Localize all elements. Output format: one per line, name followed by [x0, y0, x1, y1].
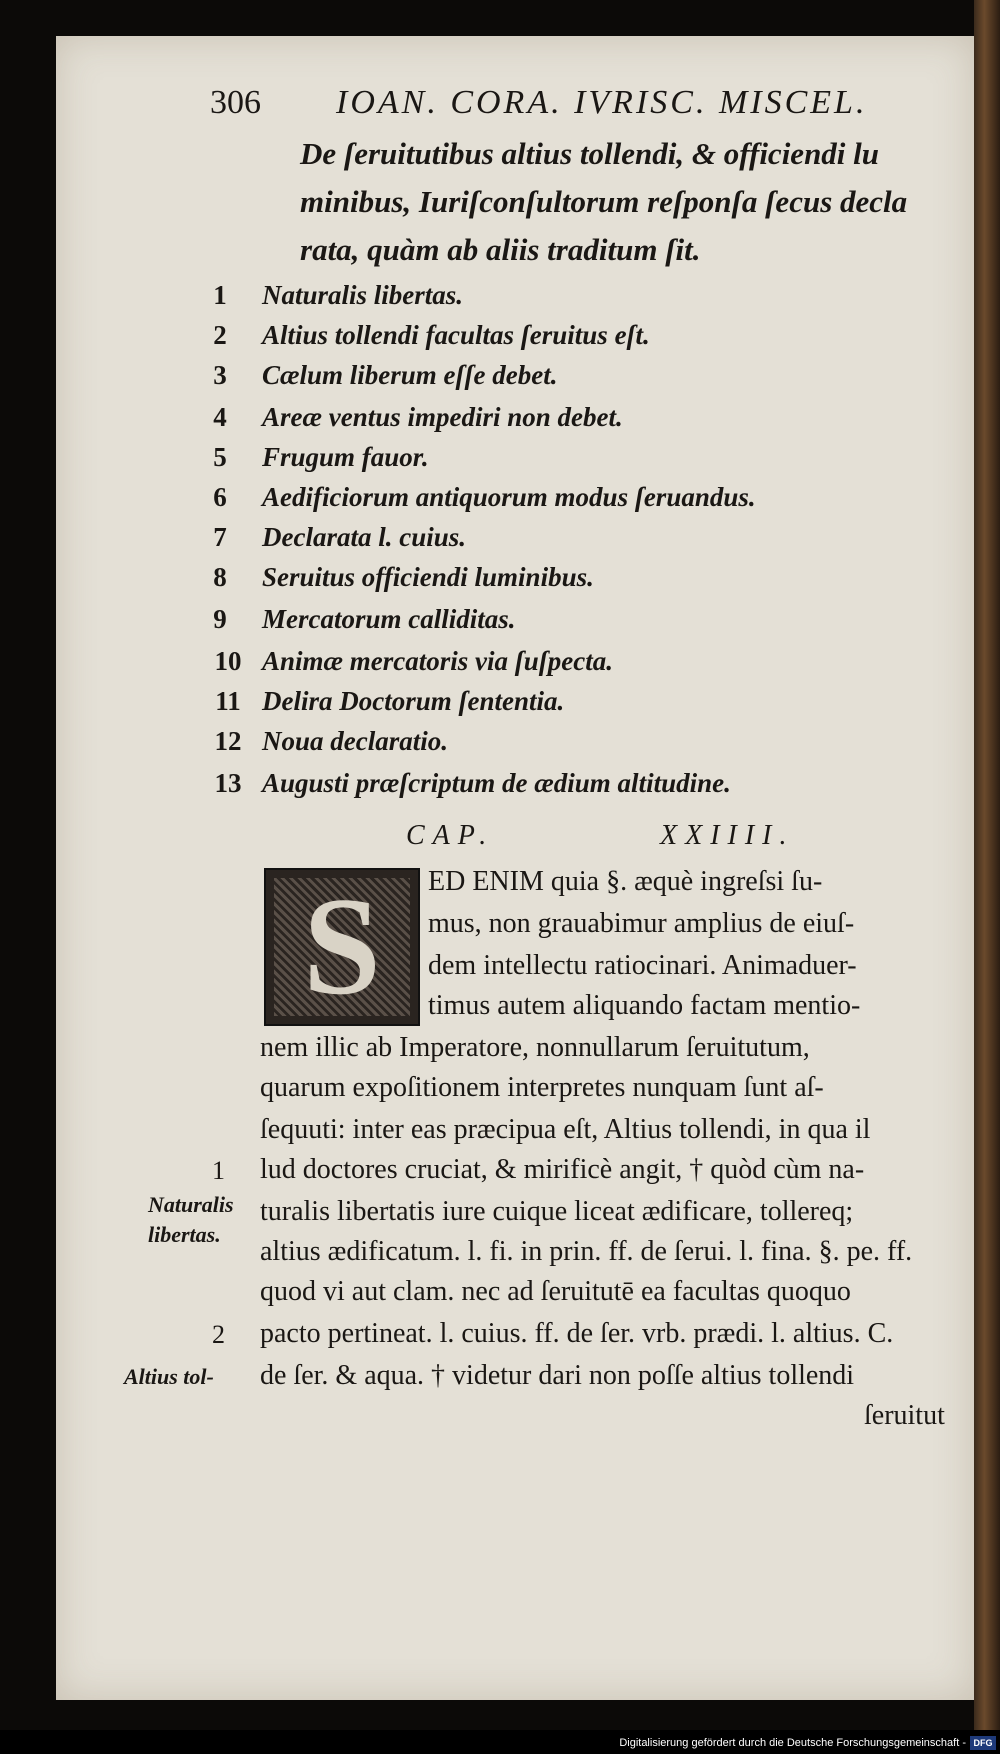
summary-number: 2 — [213, 320, 227, 350]
summary-item: Mercatorum calliditas. — [262, 604, 516, 634]
body-line: timus autem aliquando factam mentio- — [428, 990, 861, 1021]
summary-number: 8 — [213, 562, 227, 592]
body-line: ED ENIM quia §. æquè ingreſsi ſu- — [428, 866, 823, 897]
summary-item: Animæ mercatoris via ſuſpecta. — [262, 646, 613, 676]
summary-item: Augusti præſcriptum de ædium altitudine. — [262, 768, 731, 798]
digitization-credit: Digitalisierung gefördert durch die Deutsche Forschungsgemeinschaft - — [619, 1737, 966, 1749]
body-line: altius ædificatum. l. fi. in prin. ff. de ſerui. l. fina. §. pe. ff. — [260, 1236, 913, 1267]
summary-item: Seruitus officiendi luminibus. — [262, 562, 594, 592]
summary-number: 9 — [213, 604, 227, 634]
chapter-number: XXIIII. — [660, 820, 795, 851]
margin-note: Naturalis — [148, 1192, 234, 1217]
decorated-initial — [264, 868, 420, 1026]
summary-number: 10 — [214, 646, 242, 676]
chapter-heading-line: De ſeruitutibus altius tollendi, & officiendi lu — [300, 136, 880, 171]
page-number: 306 — [210, 84, 261, 121]
body-line: dem intellectu ratiocinari. Animaduer- — [428, 950, 857, 981]
chapter-label: CAP. — [406, 820, 495, 851]
margin-number: 2 — [212, 1320, 225, 1349]
summary-item: Areæ ventus impediri non debet. — [262, 402, 623, 432]
footer-bar — [0, 1730, 1000, 1754]
body-line: lud doctores cruciat, & mirificè angit, † quòd cùm na- — [260, 1154, 865, 1185]
margin-note: libertas. — [148, 1222, 221, 1247]
chapter-heading-line: rata, quàm ab aliis traditum ſit. — [300, 232, 701, 267]
summary-number: 12 — [214, 726, 242, 756]
summary-item: Frugum fauor. — [262, 442, 429, 472]
summary-item: Noua declaratio. — [262, 726, 448, 756]
summary-number: 13 — [214, 768, 242, 798]
body-line: quod vi aut clam. nec ad ſeruitutē ea facultas quoquo — [260, 1276, 851, 1307]
summary-number: 5 — [213, 442, 227, 472]
summary-number: 7 — [213, 522, 227, 552]
summary-item: Delira Doctorum ſententia. — [262, 686, 565, 716]
body-line: de ſer. & aqua. † videtur dari non poſſe altius tollendi — [260, 1360, 855, 1391]
margin-number: 1 — [212, 1156, 225, 1185]
body-line: pacto pertineat. l. cuius. ff. de ſer. vrb. prædi. l. altius. C. — [260, 1318, 894, 1349]
book-spine — [974, 0, 1000, 1754]
body-line: turalis libertatis iure cuique liceat ædificare, tollereq; — [260, 1196, 854, 1227]
summary-item: Aedificiorum antiquorum modus ſeruandus. — [262, 482, 756, 512]
summary-item: Cælum liberum eſſe debet. — [262, 360, 558, 390]
running-head: IOAN. CORA. IVRISC. MISCEL. — [336, 84, 868, 121]
summary-item: Naturalis libertas. — [262, 280, 464, 310]
summary-number: 1 — [213, 280, 227, 310]
body-line: nem illic ab Imperatore, nonnullarum ſeruitutum, — [260, 1032, 810, 1063]
summary-item: Altius tollendi facultas ſeruitus eſt. — [262, 320, 650, 350]
chapter-heading-line: minibus, Iuriſconſultorum reſponſa ſecus decla — [300, 184, 908, 219]
dfg-logo: DFG — [970, 1736, 996, 1750]
body-line: ſeruitut — [864, 1400, 945, 1431]
body-line: ſequuti: inter eas præcipua eſt, Altius tollendi, in qua il — [260, 1114, 871, 1145]
summary-number: 3 — [213, 360, 227, 390]
summary-item: Declarata l. cuius. — [262, 522, 467, 552]
body-line: quarum expoſitionem interpretes nunquam ſunt aſ- — [260, 1072, 824, 1103]
summary-number: 4 — [213, 402, 227, 432]
summary-number: 11 — [215, 686, 241, 716]
margin-note: Altius tol- — [124, 1364, 214, 1389]
initial-letter: S — [274, 878, 410, 1016]
summary-number: 6 — [213, 482, 227, 512]
body-line: mus, non grauabimur amplius de eiuſ- — [428, 908, 855, 939]
